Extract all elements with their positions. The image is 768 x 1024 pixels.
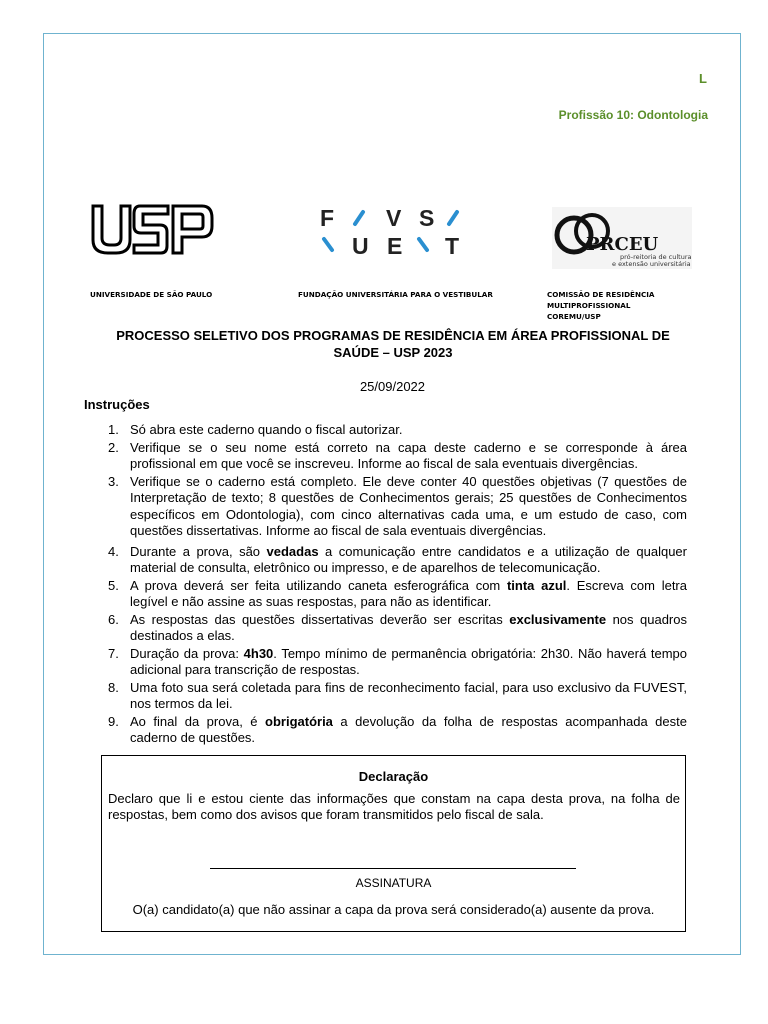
institution-usp: UNIVERSIDADE DE SÃO PAULO <box>90 290 213 299</box>
exam-title-line2: SAÚDE – USP 2023 <box>333 345 453 360</box>
institution-coremu <box>547 289 737 322</box>
instruction-text: a comunicação entre candidatos e a utilização de qualquer material de consulta, eletrônico ou impresso, e de aparelhos de telecomunicação. <box>130 543 687 575</box>
instruction-text: . Escreva com letra legível e não assine as suas respostas, para não as identificar. <box>130 577 687 609</box>
instruction-text: Duração da prova: <box>130 645 244 661</box>
declaration-title: Declaração <box>358 769 429 784</box>
instructions-heading: Instruções <box>84 397 150 412</box>
signature-label: ASSINATURA <box>355 876 432 890</box>
instruction-number: 3. <box>108 473 119 489</box>
instruction-item <box>108 646 687 679</box>
instruction-text: Durante a prova, são <box>130 543 267 559</box>
instructions-list <box>108 422 687 748</box>
declaration-text: Declaro que li e estou ciente das informações que constam na capa desta prova, na folha de respostas, bem como dos avisos que foram transmitidos pelo fiscal de sala. <box>108 791 680 822</box>
instruction-text: Uma foto sua será coletada para fins de reconhecimento facial, para uso exclusivo da FUVEST, nos termos da lei. <box>130 679 687 711</box>
svg-text:F: F <box>320 205 335 231</box>
instruction-number: 4. <box>108 543 119 559</box>
instruction-number: 8. <box>108 679 119 695</box>
institution-coremu-line2: COREMU/USP <box>547 312 601 321</box>
version-letter: L <box>699 71 707 86</box>
instruction-number: 2. <box>108 439 119 455</box>
declaration-box <box>101 755 686 932</box>
instruction-text: A prova deverá ser feita utilizando caneta esferográfica com <box>130 577 507 593</box>
instruction-text: Só abra este caderno quando o fiscal autorizar. <box>130 422 403 437</box>
exam-title-line1: PROCESSO SELETIVO DOS PROGRAMAS DE RESIDÊNCIA EM ÁREA PROFISSIONAL DE <box>116 328 670 343</box>
profession-label: Profissão 10: Odontologia <box>558 108 708 122</box>
instruction-number: 1. <box>108 422 119 437</box>
instruction-text: nos quadros destinados a elas. <box>130 611 687 643</box>
absent-notice: O(a) candidato(a) que não assinar a capa da prova será considerado(a) ausente da prova. <box>132 902 655 917</box>
instruction-item <box>108 680 687 713</box>
prceu-logo <box>552 207 692 269</box>
svg-text:V: V <box>386 205 402 231</box>
instruction-text: a devolução da folha de respostas acompanhada deste caderno de questões. <box>130 713 687 745</box>
svg-text:T: T <box>445 233 460 256</box>
instruction-item <box>108 578 687 611</box>
svg-text:U: U <box>352 233 369 256</box>
instruction-item <box>108 544 687 577</box>
prceu-wordmark: PRCEU <box>586 234 659 255</box>
instruction-emphasis: exclusivamente <box>509 611 607 627</box>
instruction-emphasis: 4h30 <box>243 645 274 661</box>
instruction-item <box>108 422 687 439</box>
institution-fuvest: FUNDAÇÃO UNIVERSITÁRIA PARA O VESTIBULAR <box>298 290 493 299</box>
instruction-number: 9. <box>108 713 119 729</box>
instruction-text: . Tempo mínimo de permanência obrigatória: 2h30. Não haverá tempo adicional para transcrição de respostas. <box>130 645 687 677</box>
exam-title <box>100 327 686 361</box>
fuvest-logo <box>318 204 464 256</box>
instruction-number: 7. <box>108 645 119 661</box>
instruction-text: Verifique se o caderno está completo. Ele deve conter 40 questões objetivas (7 questões de Interpretação de texto; 8 questões de Conhecimentos gerais; 25 questões de Conhecimentos específicos em Odontologia), com cinco alternativas cada uma, e um estudo de caso, com questões dissertativas. Informe ao fiscal de sala eventuais divergências. <box>130 473 687 538</box>
usp-logo <box>90 204 216 256</box>
instruction-item <box>108 474 687 540</box>
instruction-number: 6. <box>108 611 119 627</box>
prceu-subtitle-2: e extensão universitária <box>612 260 691 268</box>
instruction-item <box>108 440 687 473</box>
instruction-text: As respostas das questões dissertativas deverão ser escritas <box>130 611 510 627</box>
instruction-item <box>108 612 687 645</box>
instruction-item <box>108 714 687 747</box>
instruction-emphasis: tinta azul <box>506 577 567 593</box>
instruction-text: Verifique se o seu nome está correto na capa deste caderno e se corresponde à área profissional em que você se inscreveu. Informe ao fiscal de sala eventuais divergências. <box>130 439 687 471</box>
exam-date: 25/09/2022 <box>359 379 426 394</box>
instruction-emphasis: obrigatória <box>265 713 333 729</box>
instruction-emphasis: vedadas <box>266 543 319 559</box>
svg-text:S: S <box>419 205 435 231</box>
instruction-number: 5. <box>108 577 119 593</box>
institution-coremu-line1: COMISSÃO DE RESIDÊNCIA MULTIPROFISSIONAL <box>547 290 655 310</box>
prceu-subtitle-1: pró-reitoria de cultura <box>620 253 692 261</box>
signature-line <box>210 868 576 869</box>
instruction-text: Ao final da prova, é <box>130 713 266 729</box>
svg-text:E: E <box>387 233 403 256</box>
